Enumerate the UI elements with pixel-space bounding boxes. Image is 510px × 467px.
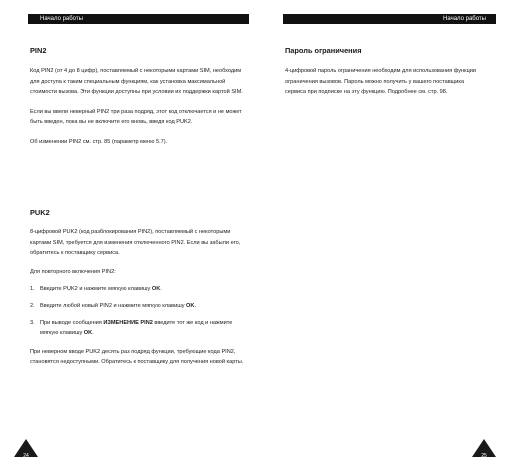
puk2-step-2: 2. Введите любой новый PIN2 и нажмите мягкую клавишу OK. bbox=[30, 302, 196, 309]
barring-paragraph-1: 4-цифровой пароль ограничения необходим для использования функции ограничения вызовов. Пароль можно получить у вашего поставщика сервиса при подписке на эту функцию. Подробнее см. стр. 98. bbox=[285, 68, 477, 96]
puk2-section bbox=[30, 208, 248, 368]
page-number-right: 25 bbox=[481, 453, 487, 459]
pin2-section bbox=[30, 46, 248, 148]
barring-title: Пароль ограничения bbox=[285, 46, 362, 55]
puk2-steps bbox=[30, 284, 248, 338]
pin2-paragraph-1: Код PIN2 (от 4 до 8 цифр), поставляемый с некоторыми картами SIM, необходим для доступа к таким специальным функциям, как установка максимальной стоимости вызова. Эти функции доступны при условии их поддержки картой SIM. bbox=[30, 68, 243, 96]
header-bar-right bbox=[283, 14, 496, 24]
pin2-paragraph-2: Если вы ввели неверный PIN2 три раза подряд, этот код отключается и не может быть введен, пока вы не включите его вновь, введя код PUK2. bbox=[30, 108, 242, 126]
puk2-title: PUK2 bbox=[30, 208, 50, 217]
header-title-right: Начало работы bbox=[443, 16, 486, 22]
puk2-paragraph-1: 8-цифровой PUK2 (код разблокирования PIN2), поставляемый с некоторыми картами SIM, требуется для изменения отключенного PIN2. Если вы забыли его, обратитесь к поставщику сервиса. bbox=[30, 229, 241, 257]
puk2-paragraph-2: Для повторного включения PIN2: bbox=[30, 268, 116, 275]
puk2-step-3: 3. При выводе сообщения ИЗМЕНЕНИЕ PIN2 введите тот же код и нажмите мягкую клавишу OK. bbox=[30, 319, 233, 337]
puk2-paragraph-3: При неверном вводе PUK2 десять раз подряд функции, требующие кода PIN2, становятся недоступными. Обратитесь к поставщику для получения новой карты. bbox=[30, 348, 244, 366]
pin2-title: PIN2 bbox=[30, 46, 47, 55]
page-number-left: 24 bbox=[23, 453, 29, 459]
puk2-step-1: 1. Введите PUK2 и нажмите мягкую клавишу OK. bbox=[30, 286, 162, 293]
pin2-paragraph-3: Об изменении PIN2 см. стр. 85 (параметр меню 5.7). bbox=[30, 138, 168, 145]
header-title-left: Начало работы bbox=[40, 16, 83, 22]
barring-section bbox=[285, 46, 485, 98]
header-bar-left bbox=[28, 14, 249, 24]
